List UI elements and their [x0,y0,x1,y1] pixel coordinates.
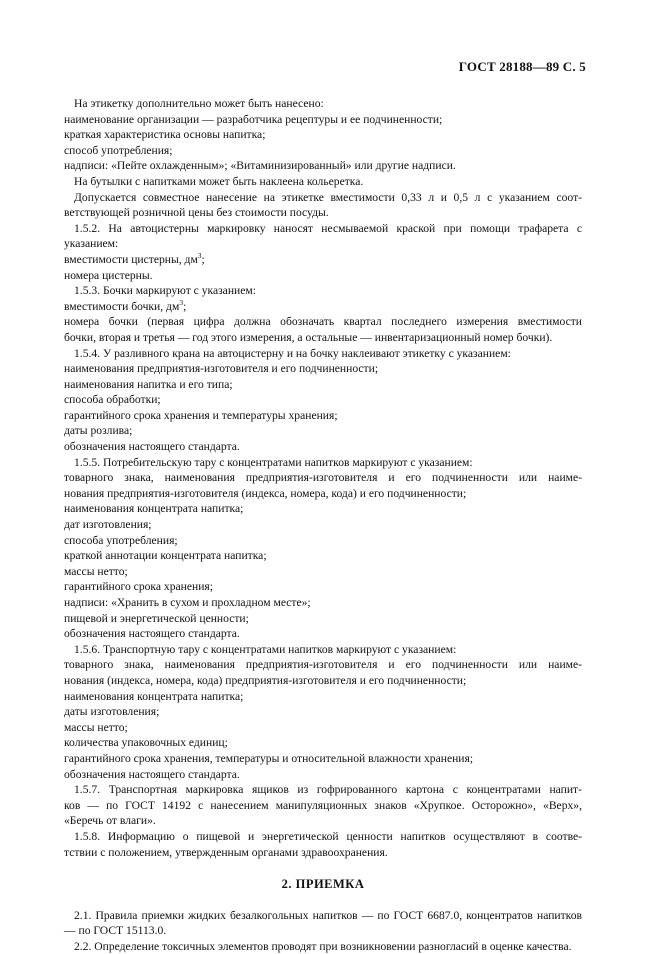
text-line: «Беречь от влаги». [64,814,156,828]
text-line: товарного знака, наименования предприятия-изготовителя и его подчиненности или наиме- [64,471,582,485]
text-line: обозначения настоящего стандарта. [64,767,240,781]
text-line: наименования напитка и его типа; [64,377,233,391]
text-line: На этикетку дополнительно может быть нанесено: [74,97,324,110]
text-line: Допускается совместное нанесение на этикетке вместимости 0,33 л и 0,5 л с указанием соот- [74,190,582,204]
document-body [64,96,582,954]
text-line: нования (индекса, номера, кода) предприятия-изготовителя и его подчиненности; [64,673,467,687]
text-line: 1.5.2. На автоцистерны маркировку наносят несмываемой краской при помощи трафарета с [74,221,582,235]
text-fragment: вместимости цистерны, дм [64,252,198,266]
text-line: количества упаковочных единиц; [64,736,228,750]
text-line: массы нетто; [64,564,128,578]
text-line: краткой аннотации концентрата напитка; [64,549,267,563]
text-line: 1.5.8. Информацию о пищевой и энергетической ценности напитков осуществляют в соотве- [74,829,582,843]
page-header: ГОСТ 28188—89 С. 5 [458,59,586,74]
text-line: наименования концентрата напитка; [64,502,244,516]
text-line: вместимости бочки, $дм^3$; [64,297,187,313]
superscript: 3 [179,297,184,307]
section-title: 2. ПРИЕМКА [281,877,365,892]
text-line: 1.5.5. Потребительскую тару с концентратами напитков маркируют с указанием: [74,455,473,469]
text-line: дат изготовления; [64,518,152,532]
text-line: способа обработки; [64,393,161,407]
text-line: даты розлива; [64,424,133,438]
text-line: гарантийного срока хранения и температуры хранения; [64,408,338,422]
text-line: наименования предприятия-изготовителя и его подчиненности; [64,362,379,376]
text-line: ков — по ГОСТ 14192 с нанесением манипуляционных знаков «Хрупкое. Осторожно», «Верх», [64,798,582,812]
text-line: 1.5.7. Транспортная маркировка ящиков из гофрированного картона с концентратами напит- [74,783,582,797]
text-line: наименования концентрата напитка; [64,689,244,703]
text-line: 1.5.6. Транспортную тару с концентратами напитков маркируют с указанием: [74,642,457,656]
text-fragment: вместимости бочки, дм [64,299,180,313]
text-line: 1.5.3. Бочки маркируют с указанием: [74,284,256,298]
text-line: надписи: «Хранить в сухом и прохладном месте»; [64,596,311,609]
text-line: обозначения настоящего стандарта. [64,627,240,641]
text-line: указанием: [64,237,119,251]
text-line: массы нетто; [64,720,128,734]
text-line: номера цистерны. [64,268,153,282]
text-line: гарантийного срока хранения; [64,580,213,594]
text-line: краткая характеристика основы напитка; [64,128,266,142]
superscript: 3 [197,250,202,260]
text-line: способ употребления; [64,143,173,157]
text-line: способа употребления; [64,533,178,547]
text-line: обозначения настоящего стандарта. [64,440,240,454]
text-line: надписи: «Пейте охлажденным»; «Витаминизированный» или другие надписи. [64,159,456,173]
text-line: нования предприятия-изготовителя (индекса, номера, кода) и его подчиненности; [64,486,467,500]
text-line: тствии с положением, утвержденным органами здравоохранения. [64,845,388,859]
text-line: гарантийного срока хранения, температуры и относительной влажности хранения; [64,751,474,765]
text-line: номера бочки (первая цифра должна обозначать квартал последнего измерения вместимости [64,315,582,329]
text-line: наименование организации — разработчика рецептуры и ее подчиненности; [64,112,443,126]
text-line: товарного знака, наименования предприятия-изготовителя и его подчиненности или наиме- [64,658,582,672]
text-line: вместимости цистерны, $дм^3$; [64,250,205,266]
text-line: 1.5.4. У разливного крана на автоцистерну и на бочку наклеивают этикетку с указанием: [74,346,511,360]
text-line: даты изготовления; [64,705,160,719]
text-line: бочки, вторая и третья — год этого измерения, а остальные — инвентаризационный номер бочки). [64,330,553,344]
paragraph: 2.1. Правила приемки жидких безалкогольных напитков — по ГОСТ 6687.0, концентратов напитков — по ГОСТ 15113.0. [64,908,582,938]
text-line: ветствующей розничной цены без стоимости посуды. [64,206,329,220]
text-line: пищевой и энергетической ценности; [64,611,249,625]
paragraph: 2.2. Определение токсичных элементов проводят при возникновении разногласий в оценке качества. [74,939,572,953]
text-line: На бутылки с напитками может быть наклеена кольеретка. [74,174,364,188]
